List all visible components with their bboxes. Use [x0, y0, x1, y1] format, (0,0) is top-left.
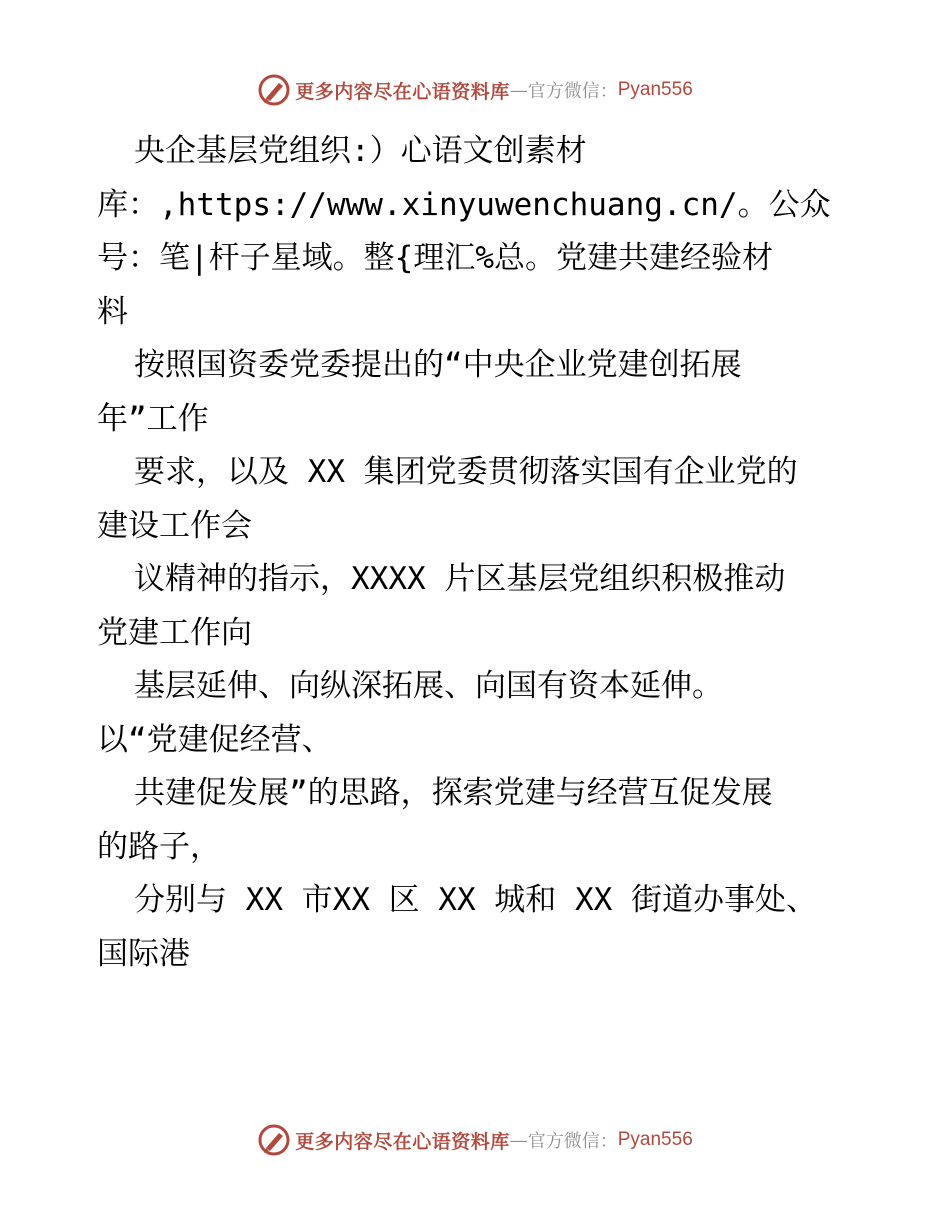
footer-watermark-banner: [0, 1120, 950, 1160]
header-banner-separator: —: [509, 79, 528, 101]
header-watermark-banner: [0, 70, 950, 110]
pen-logo-icon: [257, 73, 291, 107]
body-line: 共建促发展”的思路，探索党建与经营互促发展: [134, 775, 773, 811]
body-line: 按照国资委党委提出的“中央企业党建创拓展: [134, 347, 742, 383]
footer-banner-wechat-id: Pyan556: [617, 1129, 693, 1150]
body-line: 以“党建促经营、: [97, 721, 333, 758]
footer-banner-sub-text: 官方微信：: [527, 1131, 618, 1152]
body-line: 建设工作会: [97, 507, 252, 544]
body-line: 议精神的指示，XXXX 片区基层党组织积极推动: [134, 561, 786, 597]
body-line: 号：笔|杆子星域。整{理汇%总。党建共建经验材: [97, 240, 773, 276]
body-line: 年”工作: [97, 400, 209, 437]
footer-banner-separator: —: [509, 1129, 528, 1151]
body-line: 要求，以及 XX 集团党委贯彻落实国有企业党的: [134, 454, 798, 490]
body-line: 分别与 XX 市XX 区 XX 城和 XX 街道办事处、: [134, 882, 817, 918]
body-line: 国际港: [97, 935, 190, 972]
body-line: 库：,https://www.xinyuwenchuang.cn/。公众: [97, 186, 831, 223]
body-line: 料: [97, 293, 128, 330]
document-body: [97, 125, 867, 981]
header-banner-wechat-id: Pyan556: [617, 79, 693, 100]
header-banner-sub-text: 官方微信：: [527, 81, 618, 102]
body-line: 的路子，: [97, 828, 221, 865]
body-line: 基层延伸、向纵深拓展、向国有资本延伸。: [134, 668, 723, 704]
body-line: 央企基层党组织:）心语文创素材: [134, 133, 587, 169]
body-line: 党建工作向: [97, 614, 252, 651]
footer-banner-main-text: 更多内容尽在心语资料库: [295, 1130, 510, 1153]
pen-logo-icon: [257, 1123, 291, 1157]
header-banner-main-text: 更多内容尽在心语资料库: [295, 80, 510, 103]
